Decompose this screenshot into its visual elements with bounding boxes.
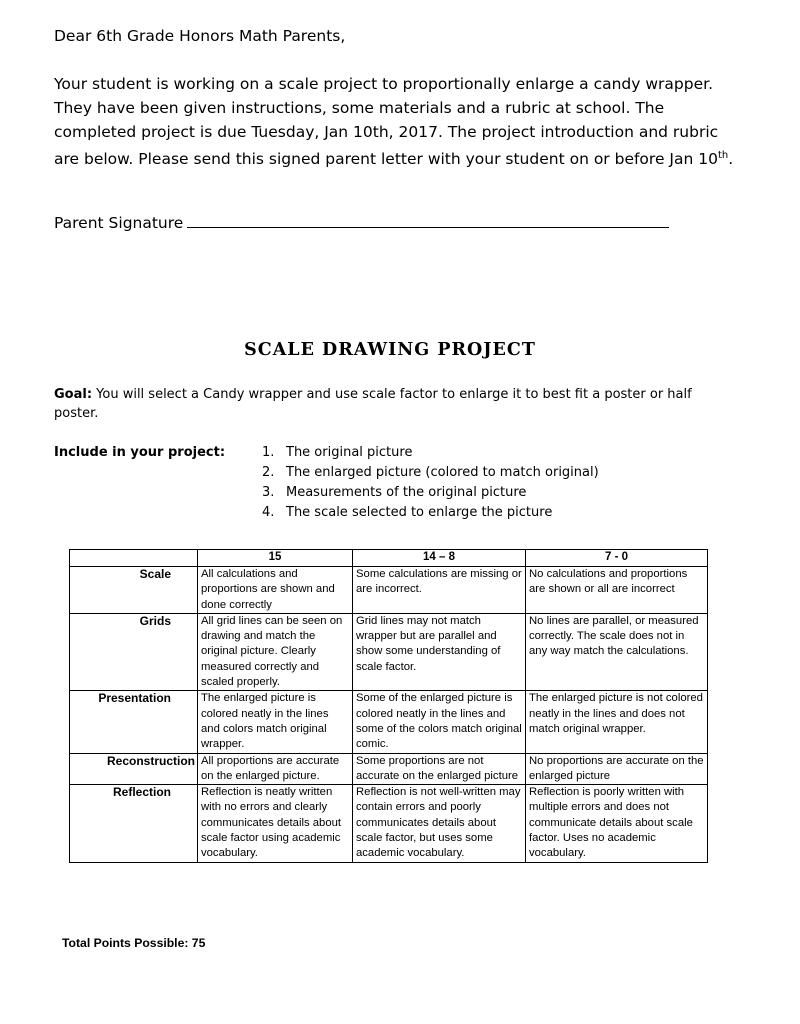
rubric-cell: Reflection is not well-written may contain errors and poorly communicates details about scale factor, but uses some academic vocabulary. — [353, 785, 526, 862]
project-title: SCALE DRAWING PROJECT — [244, 340, 536, 360]
goal-label: Goal: — [54, 387, 93, 402]
rubric-cell: Some calculations are missing or are incorrect. — [353, 567, 526, 614]
rubric-criterion: Grids — [70, 613, 198, 690]
include-item-number: 4. — [262, 505, 275, 520]
rubric-row-reflection — [70, 785, 708, 862]
goal-paragraph — [54, 385, 734, 423]
rubric-cell: No lines are parallel, or measured correctly. The scale does not in any way match the calculations. — [526, 613, 708, 690]
total-points: Total Points Possible: 75 — [62, 936, 206, 950]
letter-body-text: Your student is working on a scale project to proportionally enlarge a candy wrapper. They have been given instructions, some materials and a rubric at school. The completed project is due Tuesday, Jan 10th, 2017. The project introduction and rubric are below. Please send this signed parent letter with your student on or before Jan 10 — [54, 75, 719, 169]
letter-body — [54, 72, 744, 171]
include-list — [262, 443, 599, 523]
rubric-row-scale — [70, 567, 708, 614]
rubric-cell: The enlarged picture is colored neatly in the lines and colors match original wrapper. — [198, 691, 353, 753]
include-item-text: The enlarged picture (colored to match original) — [286, 465, 599, 480]
include-item-text: The scale selected to enlarge the picture — [286, 505, 553, 520]
include-item-text: Measurements of the original picture — [286, 485, 527, 500]
include-item-number: 2. — [262, 465, 275, 480]
rubric-table — [69, 549, 708, 863]
rubric-cell: Reflection is poorly written with multiple errors and does not communicate details about scale factor. Uses no academic vocabulary. — [526, 785, 708, 862]
rubric-cell: Some of the enlarged picture is colored neatly in the lines and some of the colors match original comic. — [353, 691, 526, 753]
rubric-criterion: Presentation — [70, 691, 198, 753]
rubric-criterion: Reconstruction — [70, 753, 198, 785]
letter-greeting: Dear 6th Grade Honors Math Parents, — [54, 27, 346, 45]
rubric-cell: No calculations and proportions are shown or all are incorrect — [526, 567, 708, 614]
rubric-header-criterion — [70, 550, 198, 567]
signature-label: Parent Signature — [54, 214, 184, 233]
rubric-criterion: Scale — [70, 567, 198, 614]
letter-body-superscript: th — [717, 150, 729, 161]
rubric-header-row — [70, 550, 708, 567]
letter-body-end: . — [728, 150, 734, 169]
rubric-header-score: 14 – 8 — [353, 550, 526, 567]
include-item — [262, 483, 599, 503]
rubric-cell: The enlarged picture is not colored neatly in the lines and does not match original wrapper. — [526, 691, 708, 753]
include-item-text: The original picture — [286, 445, 413, 460]
signature-row — [54, 211, 744, 235]
include-item — [262, 443, 599, 463]
include-item — [262, 503, 599, 523]
include-item — [262, 463, 599, 483]
rubric-header-score: 7 - 0 — [526, 550, 708, 567]
rubric-cell: No proportions are accurate on the enlarged picture — [526, 753, 708, 785]
include-item-number: 3. — [262, 485, 275, 500]
rubric-row-presentation — [70, 691, 708, 753]
rubric-cell: All grid lines can be seen on drawing and match the original picture. Clearly measured correctly and scaled properly. — [198, 613, 353, 690]
goal-text: You will select a Candy wrapper and use scale factor to enlarge it to best fit a poster or half poster. — [54, 387, 692, 421]
rubric-cell: Reflection is neatly written with no errors and clearly communicates details about scale factor using academic vocabulary. — [198, 785, 353, 862]
rubric-row-reconstruction — [70, 753, 708, 785]
include-item-number: 1. — [262, 445, 275, 460]
parent-letter — [54, 24, 744, 235]
rubric-header-score: 15 — [198, 550, 353, 567]
include-label: Include in your project: — [54, 445, 226, 460]
rubric-cell: Some proportions are not accurate on the enlarged picture — [353, 753, 526, 785]
rubric-cell: All calculations and proportions are shown and done correctly — [198, 567, 353, 614]
rubric-row-grids — [70, 613, 708, 690]
rubric-criterion: Reflection — [70, 785, 198, 862]
rubric-cell: All proportions are accurate on the enlarged picture. — [198, 753, 353, 785]
signature-line[interactable] — [187, 211, 669, 228]
rubric-cell: Grid lines may not match wrapper but are parallel and show some understanding of scale factor. — [353, 613, 526, 690]
